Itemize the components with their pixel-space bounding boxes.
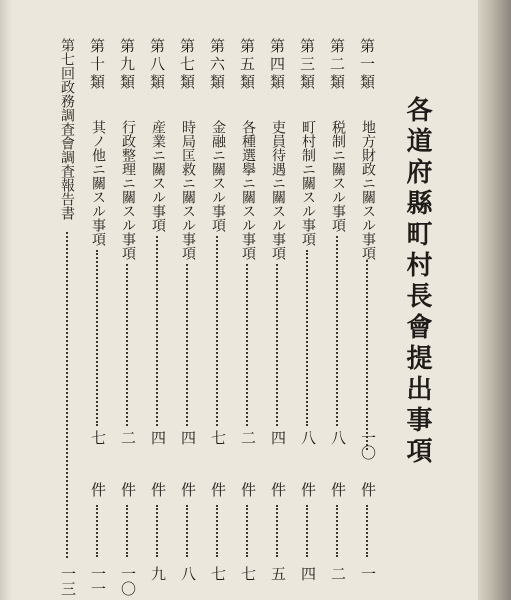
dot-leader [126, 264, 128, 426]
page-number: 二 [329, 566, 347, 581]
topic-label: 時局匡救ニ關スル事項 [180, 120, 196, 260]
topic-label: 其ノ他ニ關スル事項 [90, 120, 106, 246]
count-unit: 件 [179, 482, 197, 497]
item-count: 四 [149, 430, 167, 445]
dot-leader [276, 264, 278, 426]
page-number: 五 [269, 566, 287, 581]
count-unit: 件 [269, 482, 287, 497]
category-label: 第一類 [358, 38, 376, 92]
item-count: 二 [239, 430, 257, 445]
next-page-edge [478, 0, 511, 600]
topic-label: 地方財政ニ關スル事項 [360, 120, 376, 260]
page-number: 八 [179, 566, 197, 581]
toc-row [84, 0, 112, 600]
dot-leader [306, 250, 308, 426]
topic-label: 吏員待遇ニ關スル事項 [270, 120, 286, 260]
dot-leader [96, 250, 98, 426]
category-label: 第八類 [148, 38, 166, 92]
dot-leader [306, 505, 308, 557]
dot-leader [336, 236, 338, 426]
count-unit: 件 [329, 482, 347, 497]
dot-leader [126, 505, 128, 557]
count-unit: 件 [149, 482, 167, 497]
item-count: 四 [269, 430, 287, 445]
toc-row [114, 0, 142, 600]
dot-leader [366, 260, 368, 450]
page-number: 一 [359, 566, 377, 581]
dot-leader [186, 505, 188, 557]
topic-label: 税制ニ關スル事項 [330, 120, 346, 232]
dot-leader [66, 232, 68, 558]
category-label: 第六類 [208, 38, 226, 92]
count-unit: 件 [239, 482, 257, 497]
item-count: 八 [329, 430, 347, 445]
dot-leader [156, 236, 158, 426]
count-unit: 件 [209, 482, 227, 497]
dot-leader [246, 264, 248, 426]
dot-leader [156, 505, 158, 557]
dot-leader [186, 264, 188, 426]
toc-row [144, 0, 172, 600]
page-number: 一三 [59, 566, 77, 596]
topic-label: 産業ニ關スル事項 [150, 120, 166, 232]
count-unit: 件 [359, 482, 377, 497]
item-count: 八 [299, 430, 317, 445]
category-label: 第二類 [328, 38, 346, 92]
category-label: 第十類 [88, 38, 106, 92]
page-number: 一一 [89, 566, 107, 596]
category-label: 第三類 [298, 38, 316, 92]
dot-leader [96, 505, 98, 557]
dot-leader [336, 505, 338, 557]
toc-row [354, 0, 382, 600]
toc-row [294, 0, 322, 600]
toc-row [234, 0, 262, 600]
page-number: 七 [209, 566, 227, 581]
document-title: 各道府縣町村長會提出事項 [402, 96, 432, 468]
dot-leader [246, 505, 248, 557]
dot-leader [216, 236, 218, 426]
topic-label: 行政整理ニ關スル事項 [120, 120, 136, 260]
toc-row [324, 0, 352, 600]
count-unit: 件 [119, 482, 137, 497]
category-label: 第七類 [178, 38, 196, 92]
page-number: 九 [149, 566, 167, 581]
dot-leader [276, 505, 278, 557]
item-count: 一〇 [359, 430, 377, 460]
page-number: 一〇 [119, 566, 137, 596]
toc-row-report [54, 0, 82, 600]
page-number: 四 [299, 566, 317, 581]
toc-row [204, 0, 232, 600]
report-label: 第七回政務調査會調査報告書 [59, 38, 75, 220]
dot-leader [366, 505, 368, 557]
category-label: 第五類 [238, 38, 256, 92]
item-count: 四 [179, 430, 197, 445]
toc-row [174, 0, 202, 600]
count-unit: 件 [89, 482, 107, 497]
topic-label: 町村制ニ關スル事項 [300, 120, 316, 246]
count-unit: 件 [299, 482, 317, 497]
dot-leader [216, 505, 218, 557]
topic-label: 各種選擧ニ關スル事項 [240, 120, 256, 260]
category-label: 第九類 [118, 38, 136, 92]
page-number: 七 [239, 566, 257, 581]
item-count: 二 [119, 430, 137, 445]
category-label: 第四類 [268, 38, 286, 92]
topic-label: 金融ニ關スル事項 [210, 120, 226, 232]
page-fold-shadow [0, 0, 12, 600]
toc-row [264, 0, 292, 600]
item-count: 七 [209, 430, 227, 445]
item-count: 七 [89, 430, 107, 445]
